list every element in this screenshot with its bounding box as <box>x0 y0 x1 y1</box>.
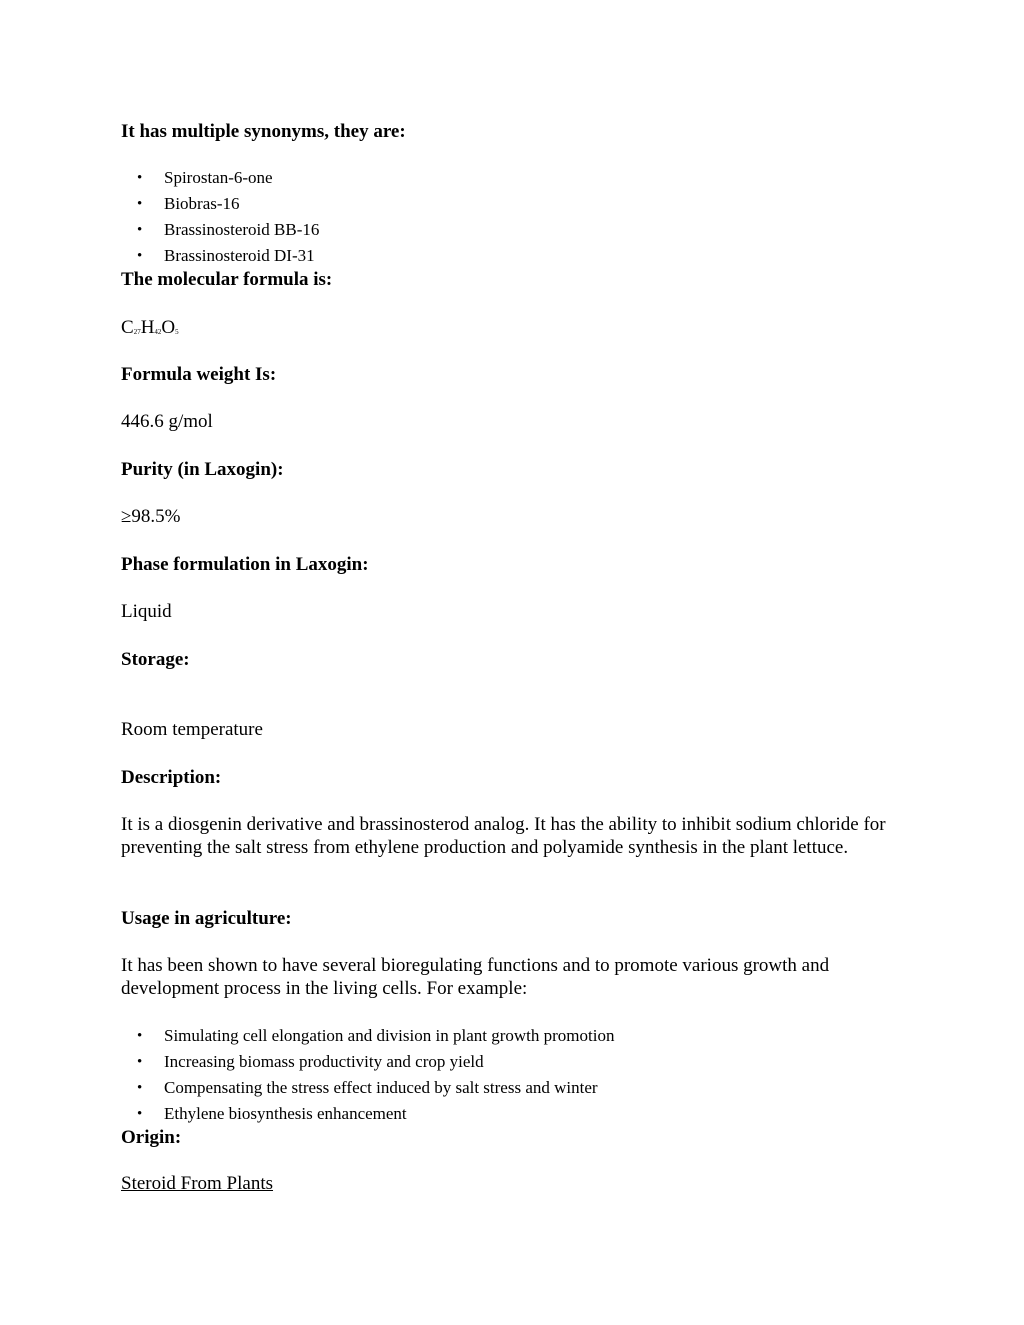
formula-weight-heading: Formula weight Is: <box>121 364 277 385</box>
bullet-icon: • <box>137 196 143 212</box>
storage-heading: Storage: <box>121 649 190 670</box>
origin-heading: Origin: <box>121 1127 182 1148</box>
usage-heading: Usage in agriculture: <box>121 908 292 929</box>
list-item: • Ethylene biosynthesis enhancement <box>121 1101 614 1127</box>
origin-value <box>121 1172 273 1195</box>
list-item: • Brassinosteroid DI-31 <box>121 243 319 269</box>
phase-heading: Phase formulation in Laxogin: <box>121 554 369 575</box>
usage-list <box>121 1023 614 1127</box>
synonyms-heading: It has multiple synonyms, they are: <box>121 121 406 142</box>
molecular-formula-heading: The molecular formula is: <box>121 269 333 290</box>
storage-value: Room temperature <box>121 719 263 740</box>
list-item: • Simulating cell elongation and division in plant growth promotion <box>121 1023 614 1049</box>
bullet-icon: • <box>137 1080 143 1096</box>
formula-weight-value: 446.6 g/mol <box>121 411 213 432</box>
origin-link[interactable]: Steroid From Plants <box>121 1173 274 1194</box>
bullet-icon: • <box>137 248 143 264</box>
bullet-icon: • <box>137 1054 143 1070</box>
bullet-icon: • <box>137 1028 143 1044</box>
bullet-icon: • <box>137 1106 143 1122</box>
list-item: • Increasing biomass productivity and crop yield <box>121 1049 614 1075</box>
list-item: • Brassinosteroid BB-16 <box>121 217 319 243</box>
purity-heading: Purity (in Laxogin): <box>121 459 284 480</box>
synonyms-list <box>121 165 319 269</box>
bullet-icon: • <box>137 222 143 238</box>
molecular-formula-value: $C_{27}H_{42}O_5$ <box>121 317 179 338</box>
list-item: • Biobras-16 <box>121 191 319 217</box>
description-text: It is a diosgenin derivative and brassinosterod analog. It has the ability to inhibit sodium chloride for preventing the salt stress from ethylene production and polyamide synthesis in the plant lettuce. <box>121 814 886 858</box>
phase-value: Liquid <box>121 601 172 622</box>
usage-text: It has been shown to have several bioregulating functions and to promote various growth and development process in the living cells. For example: <box>121 955 830 999</box>
list-item: • Compensating the stress effect induced by salt stress and winter <box>121 1075 614 1101</box>
list-item: • Spirostan-6-one <box>121 165 319 191</box>
bullet-icon: • <box>137 170 143 186</box>
description-heading: Description: <box>121 767 222 788</box>
purity-value: ≥98.5% <box>121 506 181 527</box>
